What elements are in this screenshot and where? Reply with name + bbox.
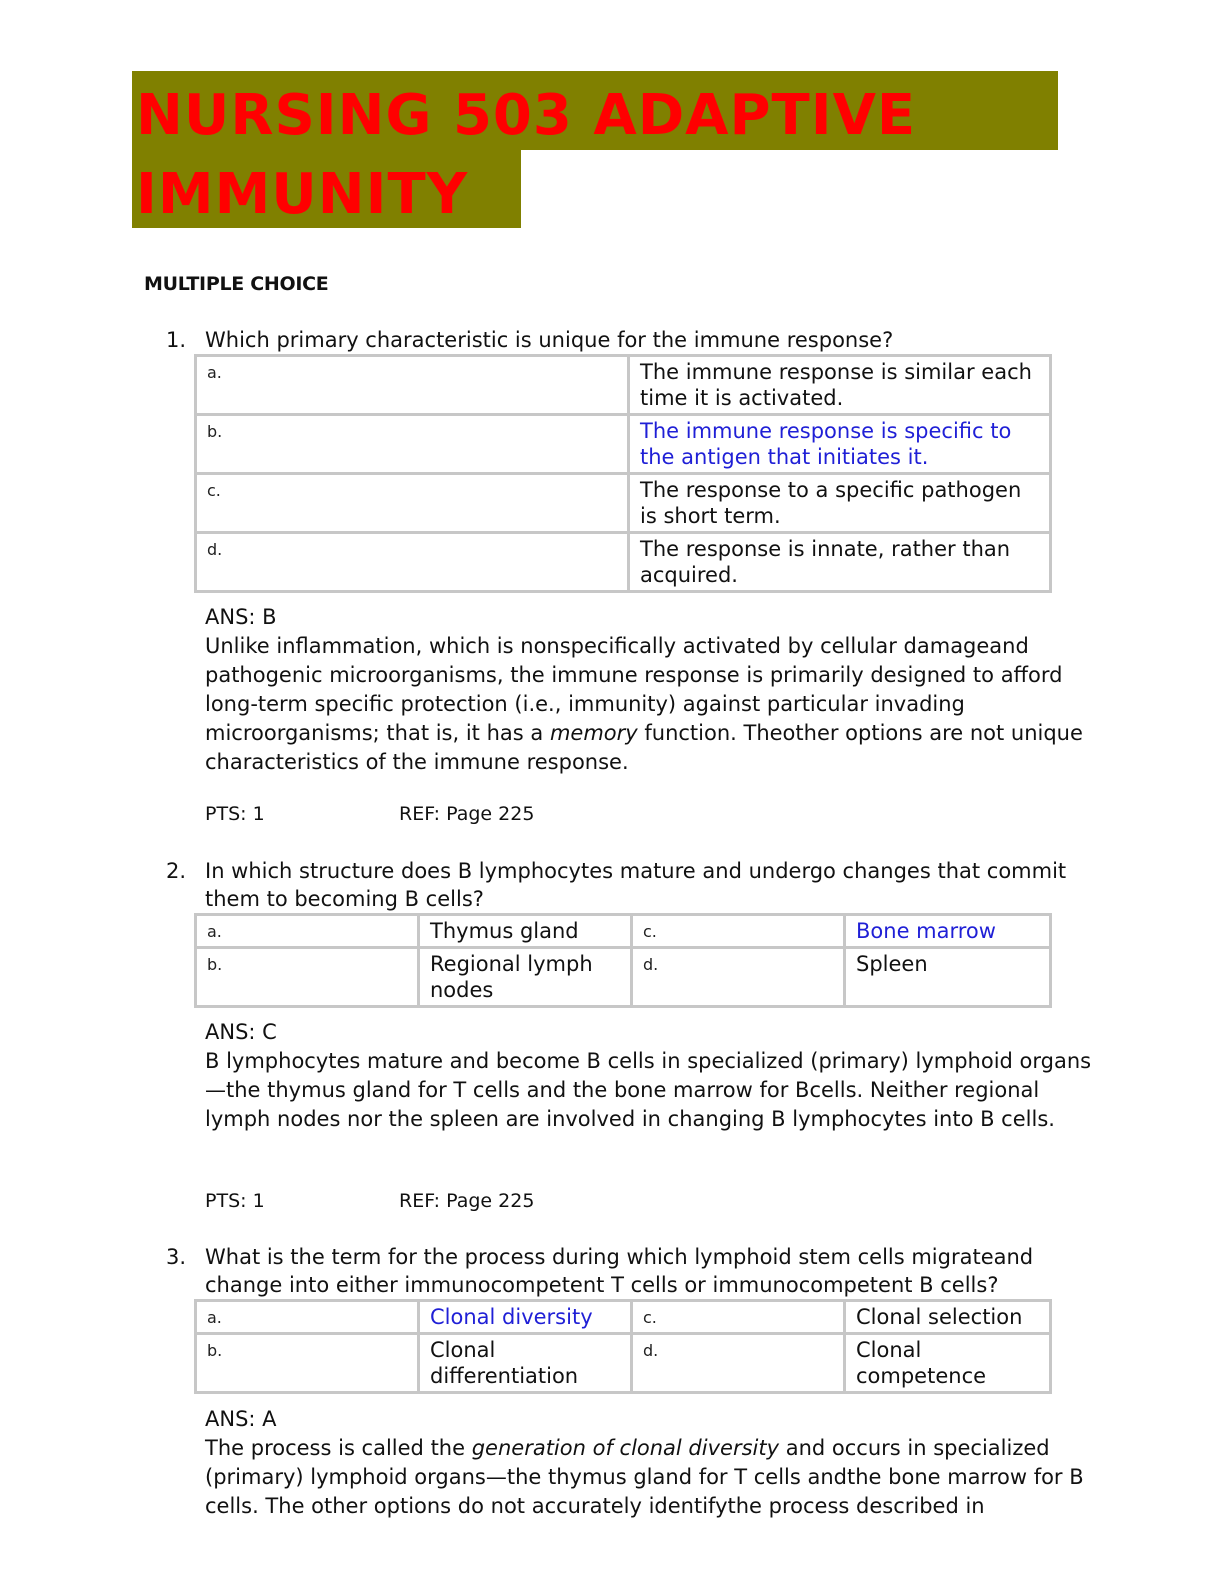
option-label: c. (632, 915, 845, 948)
rationale: The process is called the generation of clonal diversity and occurs in specialized (primary) lymphoid organs—the thymus gland for T cells andthe bone marrow for B cells. The other options do not accurately identifythe process described in (205, 1436, 1084, 1518)
points: PTS: 1 (205, 803, 265, 825)
option-label: c. (196, 474, 629, 533)
option-label: a. (196, 915, 419, 948)
option-text: Clonal selection (845, 1301, 1051, 1334)
option-label: c. (632, 1301, 845, 1334)
option-text-correct: Clonal diversity (419, 1301, 632, 1334)
reference: REF: Page 225 (399, 1190, 535, 1212)
reference: REF: Page 225 (399, 803, 535, 825)
answer-block (205, 603, 1110, 777)
option-text: Clonal competence (845, 1334, 1051, 1393)
options-table (194, 354, 1052, 593)
option-label: b. (196, 415, 629, 474)
option-text: The immune response is similar each time it is activated. (629, 356, 1051, 415)
question-number: 3. (166, 1245, 187, 1269)
rationale: Unlike inflammation, which is nonspecifically activated by cellular damageand pathogenic microorganisms, the immune response is primarily designed to afford long-term specific protection (i.e., immunity) against particular invading microorganisms; that is, it has a memory function. Theother options are not unique characteristics of the immune response. (205, 634, 1083, 774)
answer-key: ANS: B (205, 605, 277, 629)
answer-key: ANS: A (205, 1407, 277, 1431)
option-text-correct: Bone marrow (845, 915, 1051, 948)
question-text: Which primary characteristic is unique for the immune response? (205, 328, 894, 352)
option-label: b. (196, 1334, 419, 1393)
question-text: In which structure does B lymphocytes mature and undergo changes that commit them to becoming B cells? (205, 859, 1067, 911)
points: PTS: 1 (205, 1190, 265, 1212)
option-text: Regional lymph nodes (419, 948, 632, 1007)
option-label: b. (196, 948, 419, 1007)
question-text: What is the term for the process during which lymphoid stem cells migrateand change into either immunocompetent T cells or immunocompetent B cells? (205, 1245, 1034, 1297)
answer-block (205, 1018, 1110, 1134)
option-text-correct: The immune response is specific to the antigen that initiates it. (629, 415, 1051, 474)
option-label: d. (632, 1334, 845, 1393)
options-table (194, 1299, 1052, 1394)
option-text: The response is innate, rather than acquired. (629, 533, 1051, 592)
option-label: a. (196, 356, 629, 415)
question-number: 2. (166, 859, 187, 883)
option-text: The response to a specific pathogen is short term. (629, 474, 1051, 533)
options-table (194, 913, 1052, 1008)
option-text: Clonal differentiation (419, 1334, 632, 1393)
option-text: Thymus gland (419, 915, 632, 948)
option-text: Spleen (845, 948, 1051, 1007)
answer-block (205, 1405, 1110, 1521)
rationale: B lymphocytes mature and become B cells in specialized (primary) lymphoid organs—the thymus gland for T cells and the bone marrow for Bcells. Neither regional lymph nodes nor the spleen are involved in changing B lymphocytes into B cells. (205, 1049, 1092, 1131)
option-label: d. (632, 948, 845, 1007)
question-number: 1. (166, 328, 187, 352)
section-heading: MULTIPLE CHOICE (144, 273, 329, 295)
page-title: NURSING 503 ADAPTIVE IMMUNITY (136, 83, 917, 227)
option-label: d. (196, 533, 629, 592)
option-label: a. (196, 1301, 419, 1334)
answer-key: ANS: C (205, 1020, 277, 1044)
